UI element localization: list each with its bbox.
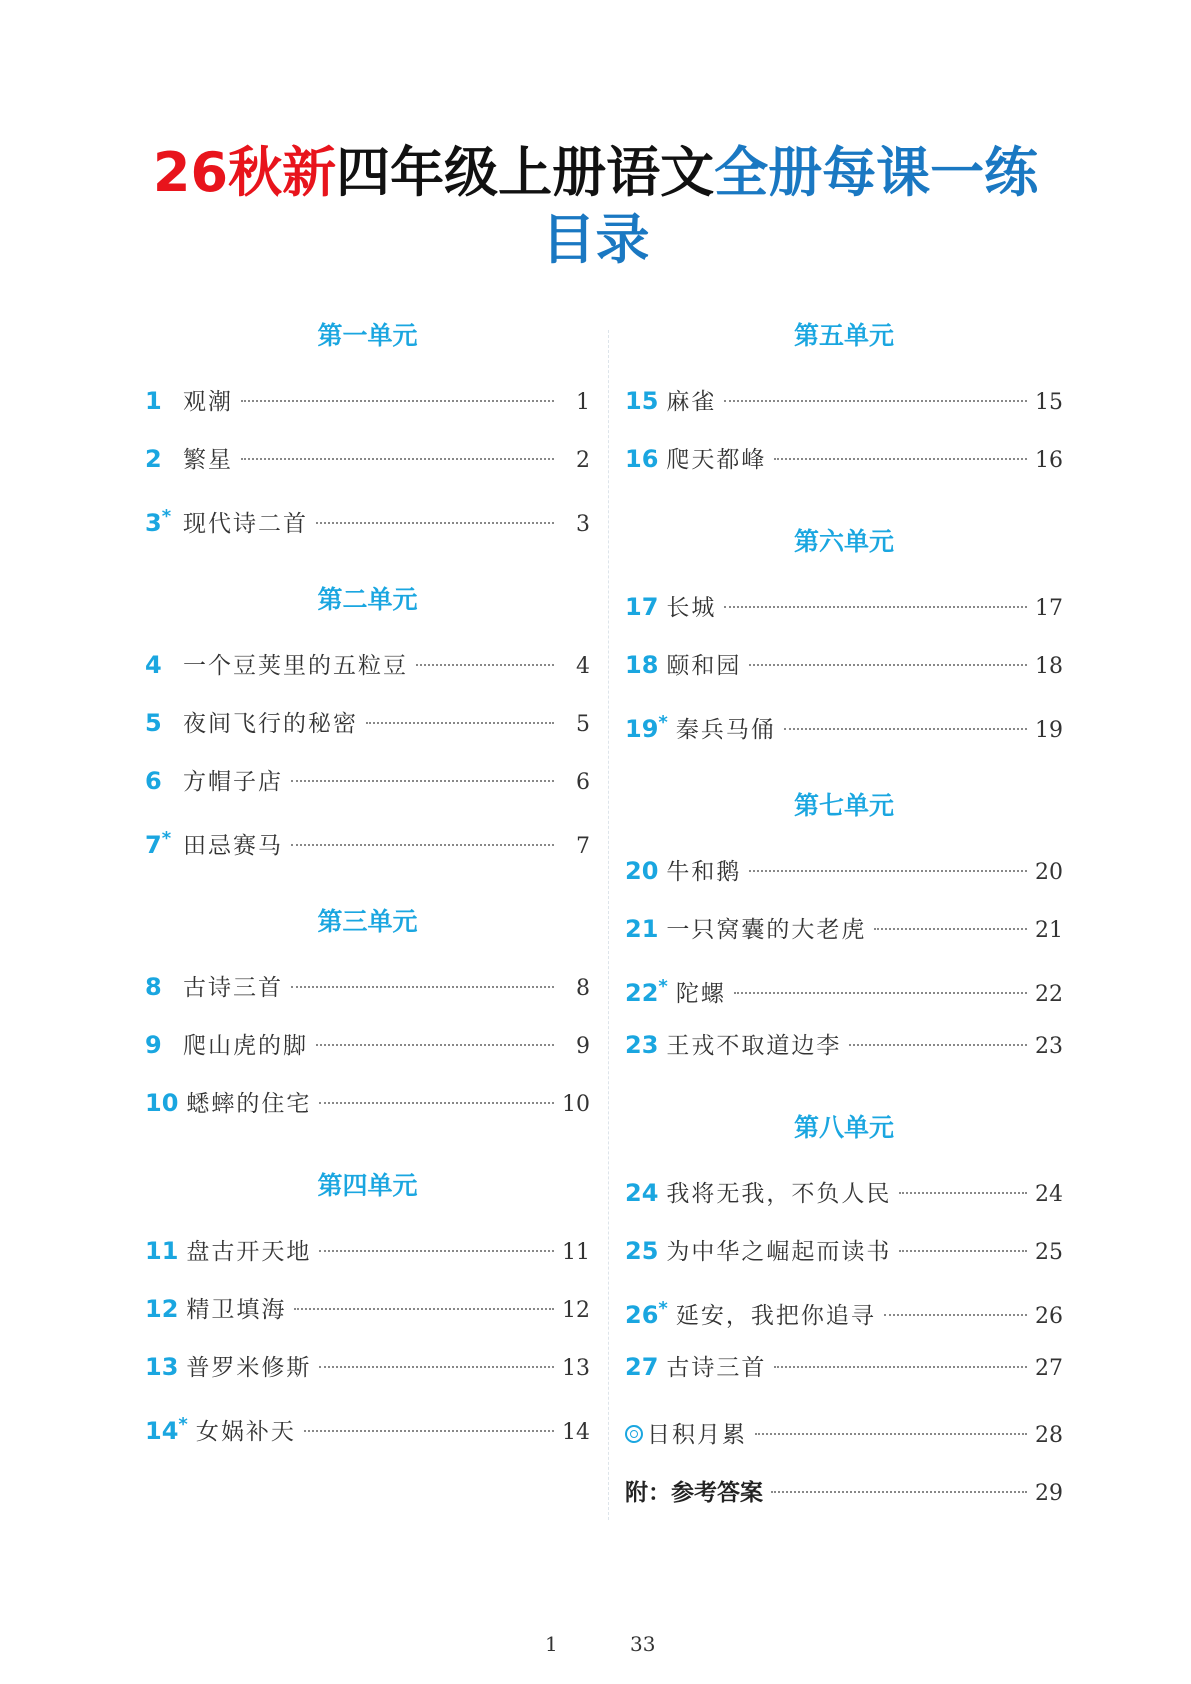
dot-leader [874, 928, 1027, 930]
footer-right-number: 33 [630, 1632, 656, 1656]
page-number: 22 [1035, 982, 1063, 1007]
toc-entry[interactable] [625, 1222, 1063, 1280]
toc-right-column [625, 320, 1063, 1522]
lesson-number-text: 1 [145, 387, 162, 415]
page-number: 10 [562, 1092, 590, 1117]
lesson-number [625, 372, 658, 430]
lesson-title: 方帽子店 [183, 769, 283, 795]
toc-entry[interactable] [625, 636, 1063, 694]
toc-entry[interactable] [625, 1016, 1063, 1074]
lesson-number-text: 11 [145, 1237, 179, 1265]
lesson-title: 田忌赛马 [183, 833, 283, 859]
page-number: 11 [562, 1240, 590, 1265]
optional-star: * [161, 828, 172, 849]
lesson-title: 爬天都峰 [666, 447, 767, 473]
lesson-number-text: 23 [625, 1031, 659, 1059]
toc-entry-appendix[interactable] [625, 1464, 1063, 1522]
toc-entry[interactable] [625, 578, 1063, 636]
lesson-number [145, 810, 175, 874]
dot-leader [291, 780, 554, 782]
lesson-title: 繁星 [183, 447, 233, 473]
toc-entry[interactable] [625, 694, 1063, 752]
dot-leader [366, 722, 554, 724]
dot-leader [899, 1250, 1027, 1252]
toc-entry[interactable] [145, 1338, 590, 1396]
dot-leader [849, 1044, 1027, 1046]
toc-entry[interactable] [145, 810, 590, 868]
page-number: 25 [1035, 1240, 1063, 1265]
page-number: 18 [1035, 654, 1063, 679]
dot-leader [316, 522, 554, 524]
dot-leader [319, 1366, 554, 1368]
optional-star: * [658, 1298, 668, 1319]
dot-leader [774, 458, 1027, 460]
unit-heading: 第三单元 [317, 907, 418, 936]
page-title [0, 138, 1191, 208]
unit-heading: 第八单元 [793, 1113, 894, 1142]
lesson-title: 夜间飞行的秘密 [183, 711, 358, 737]
lesson-number [625, 430, 658, 488]
dot-leader [771, 1491, 1027, 1493]
lesson-number-text: 13 [145, 1353, 179, 1381]
unit-heading: 第五单元 [793, 321, 894, 350]
lesson-number [625, 578, 658, 636]
lesson-number-text: 21 [625, 915, 659, 943]
lesson-number [625, 1164, 658, 1222]
lesson-title: 日积月累 [647, 1422, 747, 1448]
toc-entry[interactable] [145, 430, 590, 488]
toc-entry[interactable] [145, 1280, 590, 1338]
lesson-number-text: 17 [625, 593, 659, 621]
optional-star: * [658, 976, 668, 997]
lesson-title: 麻雀 [666, 389, 717, 415]
lesson-number [625, 842, 658, 900]
page-number: 8 [576, 976, 590, 1001]
toc-entry[interactable] [145, 1222, 590, 1280]
page-number: 6 [576, 770, 590, 795]
title-black-part: 四年级上册语文 [336, 141, 715, 204]
lesson-number [145, 430, 175, 488]
toc-entry[interactable] [145, 1396, 590, 1454]
toc-entry[interactable] [145, 1074, 590, 1132]
page-number: 15 [1035, 390, 1063, 415]
dot-leader [749, 664, 1027, 666]
toc-entry[interactable] [625, 1164, 1063, 1222]
lesson-number [625, 636, 658, 694]
lesson-number-text: 12 [145, 1295, 179, 1323]
lesson-title: 女娲补天 [195, 1419, 296, 1445]
page-number: 12 [562, 1298, 590, 1323]
lesson-number [625, 1222, 658, 1280]
toc-left-column [145, 320, 590, 1454]
page-number: 5 [576, 712, 590, 737]
lesson-number [145, 1222, 178, 1280]
dot-leader [724, 400, 1027, 402]
page-number: 16 [1035, 448, 1063, 473]
optional-star: * [161, 506, 172, 527]
lesson-title: 普罗米修斯 [186, 1355, 312, 1381]
dot-leader [774, 1366, 1027, 1368]
lesson-number [145, 1016, 175, 1074]
lesson-number [145, 636, 175, 694]
unit-heading: 第四单元 [317, 1171, 418, 1200]
page-number: 2 [576, 448, 590, 473]
lesson-number-text: 7 [145, 831, 162, 859]
lesson-title: 一个豆荚里的五粒豆 [183, 653, 408, 679]
dot-leader [294, 1308, 554, 1310]
lesson-number [145, 958, 175, 1016]
lesson-number-text: 8 [145, 973, 162, 1001]
page-number: 20 [1035, 860, 1063, 885]
dot-leader [319, 1250, 554, 1252]
unit-heading: 第六单元 [793, 527, 894, 556]
page-number: 1 [576, 390, 590, 415]
optional-star: * [658, 712, 668, 733]
page-number: 4 [576, 654, 590, 679]
toc-entry[interactable] [625, 842, 1063, 900]
lesson-title: 盘古开天地 [186, 1239, 312, 1265]
dot-leader [784, 728, 1027, 730]
optional-star: * [178, 1414, 188, 1435]
lesson-number-text: 25 [625, 1237, 659, 1265]
lesson-number-text: 15 [625, 387, 659, 415]
toc-entry[interactable] [145, 694, 590, 752]
page-number: 24 [1035, 1182, 1063, 1207]
lesson-title: 牛和鹅 [666, 859, 742, 885]
dot-leader [899, 1192, 1027, 1194]
page-number: 27 [1035, 1356, 1063, 1381]
page-number: 17 [1035, 596, 1063, 621]
dot-leader [319, 1102, 554, 1104]
lesson-title: 延安，我把你追寻 [675, 1303, 876, 1329]
page-number: 3 [576, 512, 590, 537]
appendix-label: 附：参考答案 [625, 1480, 763, 1506]
dot-leader [416, 664, 554, 666]
lesson-number [145, 1338, 178, 1396]
page-number: 13 [562, 1356, 590, 1381]
lesson-number [145, 752, 175, 810]
toc-entry[interactable] [625, 1280, 1063, 1338]
lesson-number-text: 10 [145, 1089, 179, 1117]
page-number: 26 [1035, 1304, 1063, 1329]
toc-entry[interactable] [625, 372, 1063, 430]
lesson-title: 我将无我，不负人民 [666, 1181, 892, 1207]
lesson-number [145, 1396, 188, 1460]
lesson-title: 爬山虎的脚 [183, 1033, 308, 1059]
lesson-title: 观潮 [183, 389, 233, 415]
dot-leader [241, 458, 554, 460]
lesson-title: 蟋蟀的住宅 [186, 1091, 312, 1117]
dot-leader [884, 1314, 1027, 1316]
page-number: 9 [576, 1034, 590, 1059]
toc-entry[interactable] [145, 752, 590, 810]
lesson-number-text: 22 [625, 979, 659, 1007]
lesson-number [145, 372, 175, 430]
lesson-number [625, 900, 658, 958]
page-number: 29 [1035, 1481, 1063, 1506]
lesson-number-text: 9 [145, 1031, 162, 1059]
lesson-number-text: 27 [625, 1353, 659, 1381]
lesson-number-text: 5 [145, 709, 162, 737]
lesson-number-text: 3 [145, 509, 162, 537]
lesson-number [145, 694, 175, 752]
toc-entry[interactable] [625, 958, 1063, 1016]
toc-entry[interactable] [625, 1338, 1063, 1396]
page-number: 14 [562, 1420, 590, 1445]
page-number: 21 [1035, 918, 1063, 943]
lesson-number [625, 694, 668, 758]
lesson-number [625, 1016, 658, 1074]
lesson-number-text: 26 [625, 1301, 659, 1329]
page-subtitle: 目录 [541, 208, 650, 271]
title-red-part: 26秋新 [152, 141, 337, 204]
lesson-title: 一只窝囊的大老虎 [666, 917, 867, 943]
lesson-title: 陀螺 [675, 981, 726, 1007]
lesson-number [145, 1074, 178, 1132]
unit-heading: 第二单元 [317, 585, 418, 614]
double-circle-icon [625, 1408, 643, 1466]
lesson-number [625, 958, 668, 1022]
lesson-title: 王戎不取道边李 [666, 1033, 842, 1059]
toc-entry[interactable] [145, 1016, 590, 1074]
lesson-number-text: 24 [625, 1179, 659, 1207]
lesson-title: 为中华之崛起而读书 [666, 1239, 892, 1265]
lesson-title: 现代诗二首 [183, 511, 308, 537]
toc-entry[interactable] [625, 430, 1063, 488]
lesson-number [145, 488, 175, 552]
lesson-number-text: 4 [145, 651, 162, 679]
column-divider [608, 330, 609, 1520]
unit-heading: 第七单元 [793, 791, 894, 820]
unit-heading: 第一单元 [317, 321, 418, 350]
lesson-number [625, 1280, 668, 1344]
page-number: 28 [1035, 1423, 1063, 1448]
toc-entry[interactable] [145, 636, 590, 694]
lesson-number-text: 14 [145, 1417, 179, 1445]
toc-entry-accumulate[interactable] [625, 1406, 1063, 1464]
lesson-title: 长城 [666, 595, 717, 621]
dot-leader [241, 400, 554, 402]
dot-leader [304, 1430, 554, 1432]
lesson-number-text: 19 [625, 715, 659, 743]
lesson-title: 古诗三首 [666, 1355, 767, 1381]
page-number: 19 [1035, 718, 1063, 743]
lesson-title: 颐和园 [666, 653, 742, 679]
page-number: 7 [576, 834, 590, 859]
footer-left-number: 1 [545, 1632, 558, 1656]
lesson-number [145, 1280, 178, 1338]
dot-leader [734, 992, 1027, 994]
toc-entry[interactable] [145, 372, 590, 430]
toc-entry[interactable] [145, 958, 590, 1016]
dot-leader [755, 1433, 1027, 1435]
dot-leader [291, 986, 554, 988]
title-blue-part: 全册每课一练 [714, 141, 1039, 204]
dot-leader [316, 1044, 554, 1046]
lesson-title: 古诗三首 [183, 975, 283, 1001]
toc-entry[interactable] [625, 900, 1063, 958]
lesson-title: 秦兵马俑 [675, 717, 776, 743]
lesson-number-text: 2 [145, 445, 162, 473]
toc-entry[interactable] [145, 488, 590, 546]
lesson-number-text: 18 [625, 651, 659, 679]
lesson-number-text: 16 [625, 445, 659, 473]
lesson-number [625, 1338, 658, 1396]
page-number: 23 [1035, 1034, 1063, 1059]
dot-leader [291, 844, 554, 846]
lesson-title: 精卫填海 [186, 1297, 287, 1323]
dot-leader [749, 870, 1027, 872]
lesson-number-text: 6 [145, 767, 162, 795]
lesson-number-text: 20 [625, 857, 659, 885]
dot-leader [724, 606, 1027, 608]
